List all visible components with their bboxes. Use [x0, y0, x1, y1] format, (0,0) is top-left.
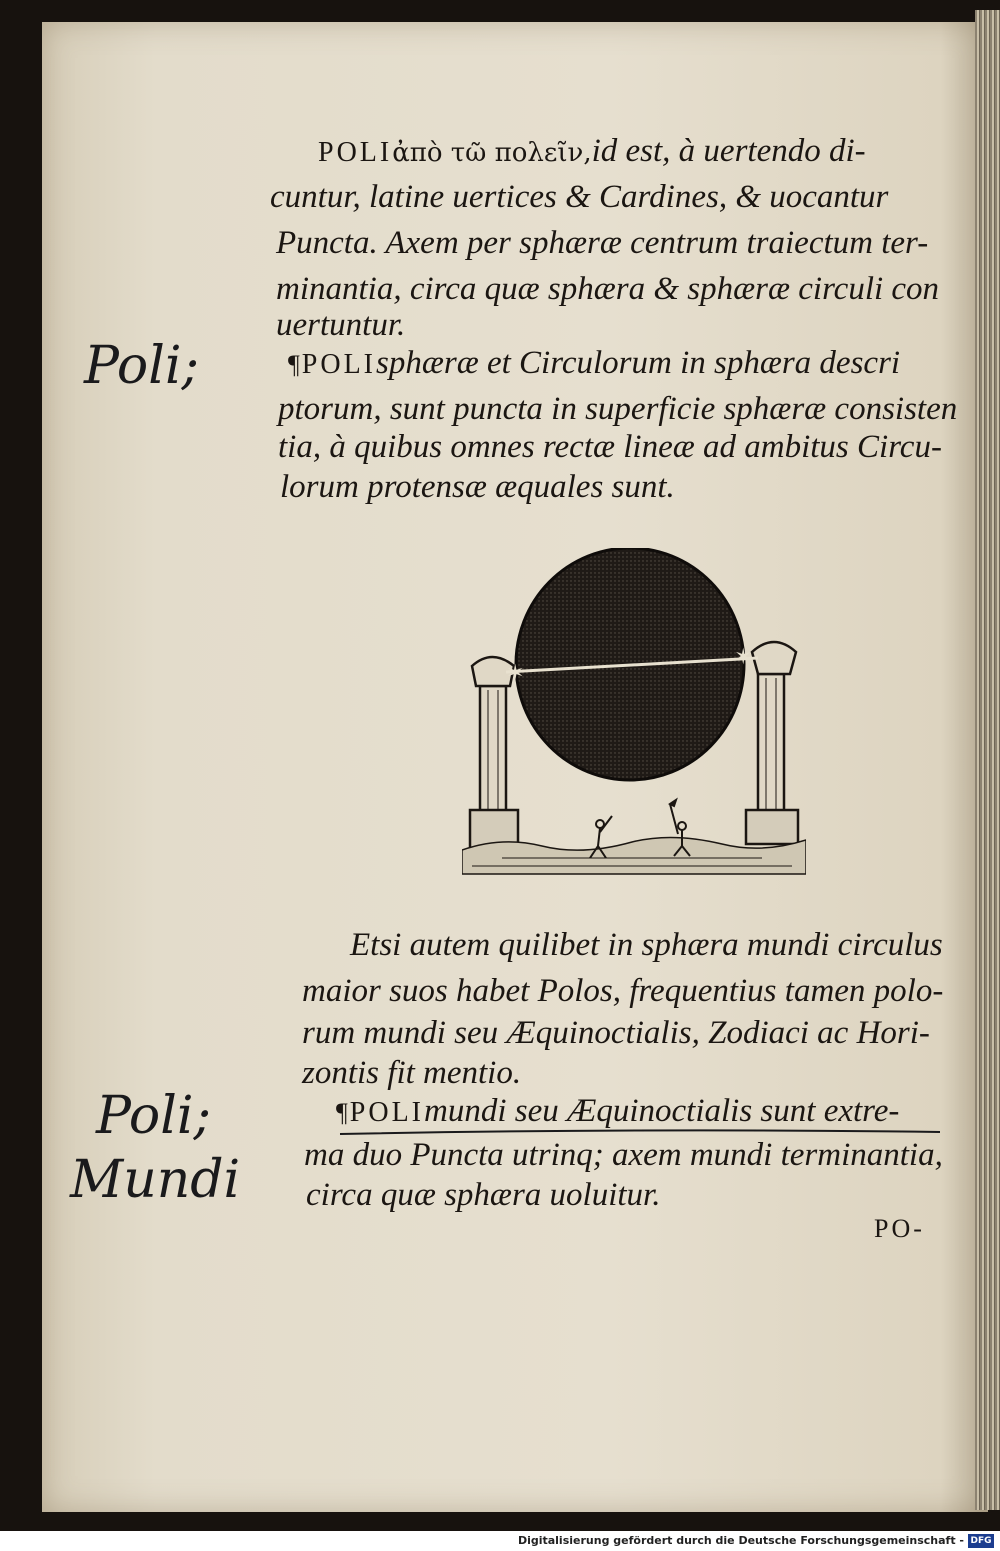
para4-pilcrow: ¶: [336, 1098, 348, 1127]
para1-line2: cuntur, latine uertices & Cardines, & uocantur: [270, 179, 889, 215]
para2-caps: POLI: [301, 349, 377, 380]
para3-line4: zontis fit mentio.: [302, 1055, 522, 1091]
para2-line1-rest: sphæræ et Circulorum in sphæra descri: [376, 345, 901, 381]
footer-credit-text: Digitalisierung gefördert durch die Deutsche Forschungsgemeinschaft -: [517, 1534, 964, 1547]
para4-line3: circa quæ sphæra uoluitur.: [306, 1177, 661, 1213]
right-pole-star-icon: ✶: [734, 645, 753, 670]
para1-line3: Puncta. Axem per sphæræ centrum traiectum ter-: [276, 225, 929, 261]
para1-greek: ἀπὸ τῶ πολεῖν,: [392, 138, 592, 168]
para2-pilcrow: ¶: [288, 350, 300, 379]
para3-line1: Etsi autem quilibet in sphæra mundi circulus: [350, 927, 943, 963]
dfg-logo[interactable]: DFG: [968, 1534, 994, 1548]
para4-caps: POLI: [349, 1097, 425, 1128]
page-edges: [975, 10, 1000, 1510]
right-pillar-shape: [746, 642, 798, 844]
para1-line4: minantia, circa quæ sphæra & sphæræ circuli con: [276, 271, 940, 307]
para2-line3: tia, à quibus omnes rectæ lineæ ad ambitus Circu-: [278, 429, 942, 465]
para1-line5: uertuntur.: [276, 307, 406, 343]
para1-line1: [318, 128, 866, 176]
para4-line1-rest: mundi seu Æquinoctialis sunt extre-: [424, 1093, 900, 1129]
digitization-footer: [0, 1531, 1000, 1551]
para2-line2: ptorum, sunt puncta in superficie sphæræ consisten: [278, 391, 958, 427]
para2-line4: lorum protensæ æquales sunt.: [280, 469, 675, 505]
marginal-note-mundi: Mundi: [70, 1150, 241, 1210]
armillary-woodcut-illustration: [462, 548, 806, 886]
para3-line2: maior suos habet Polos, frequentius tamen polo-: [302, 973, 944, 1009]
marginal-note-poli: Poli;: [84, 336, 199, 396]
para2-line1: [288, 340, 900, 388]
left-pole-star-icon: ✶: [506, 661, 525, 686]
para1-caps: POLI: [318, 137, 393, 168]
para4-line2: ma duo Puncta utrinq; axem mundi terminantia,: [304, 1137, 943, 1173]
catchword: PO-: [874, 1214, 925, 1243]
para1-line1-rest: id est, à uertendo di-: [591, 133, 866, 169]
marginal-note-poli-2: Poli;: [96, 1086, 211, 1146]
para3-line3: rum mundi seu Æquinoctialis, Zodiaci ac Hori-: [302, 1015, 930, 1051]
